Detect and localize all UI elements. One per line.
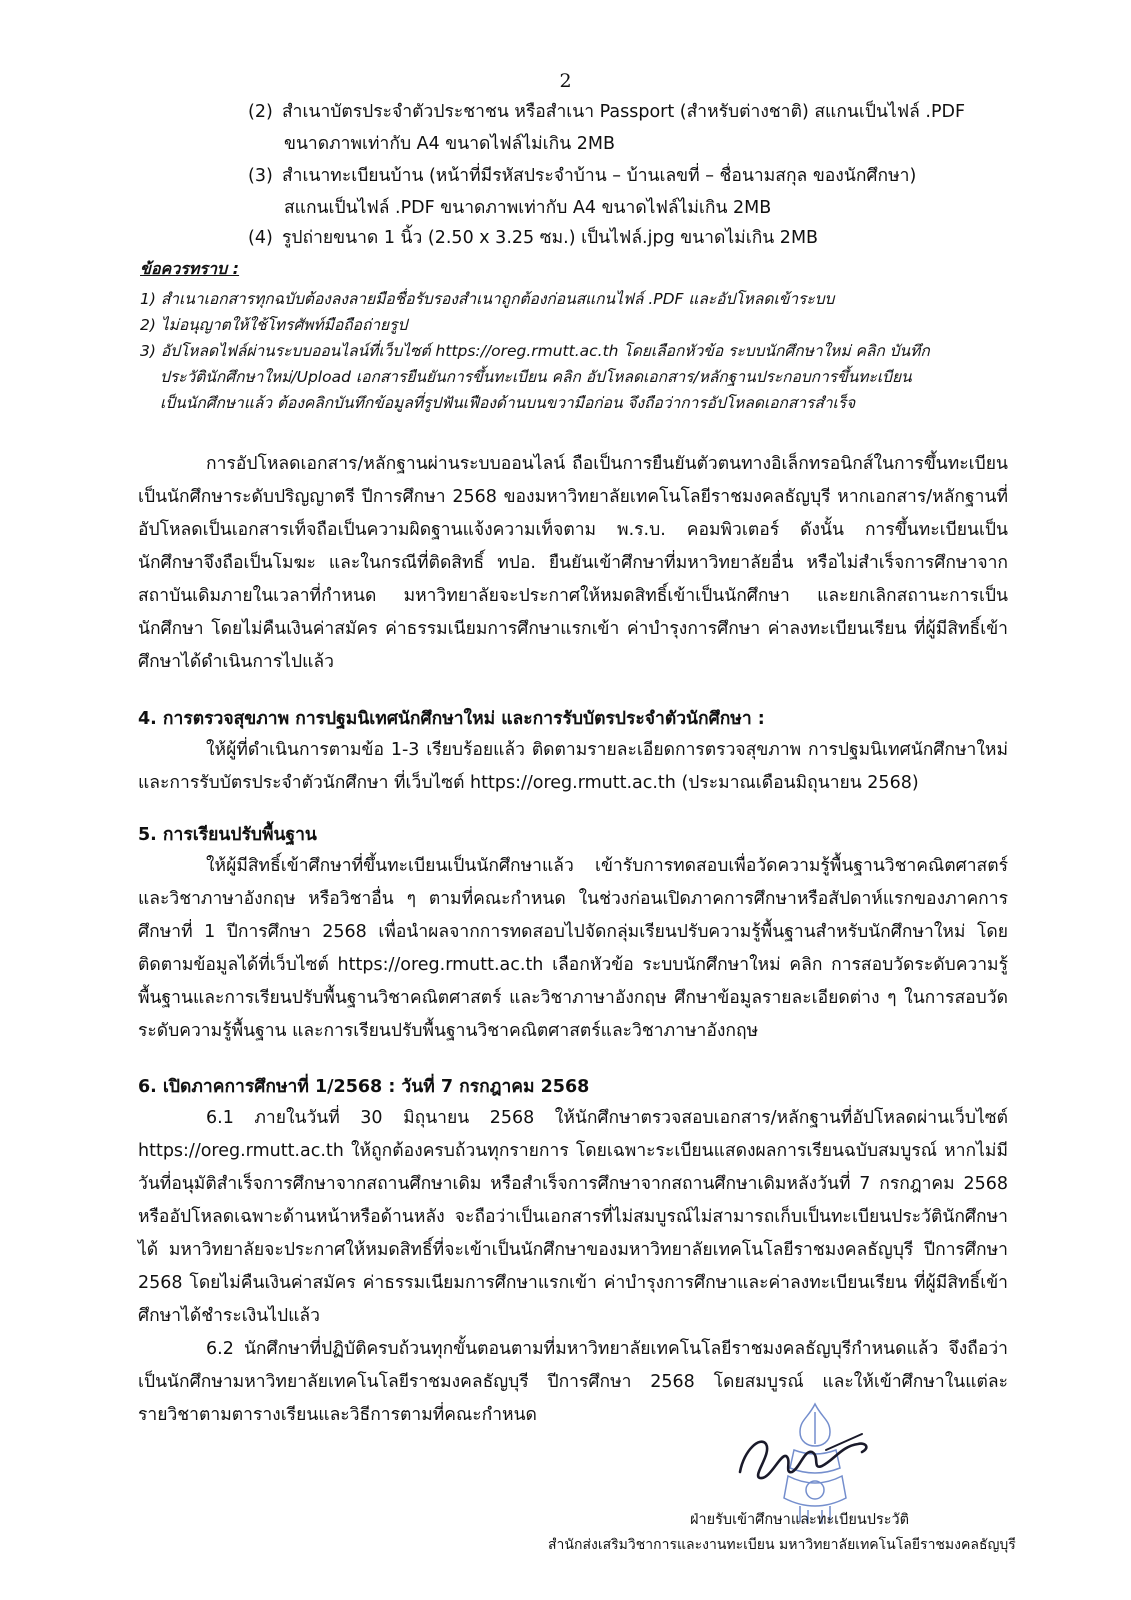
requirement-item	[248, 96, 1008, 160]
note-item-continued: เป็นนักศึกษาแล้ว ต้องคลิกบันทึกข้อมูลที่รูปฟันเฟืองด้านบนขวามือก่อน จึงถือว่าการอัปโหลดเอกสารสำเร็จ	[160, 394, 856, 412]
requirement-number: (2)	[248, 102, 273, 122]
section-4-heading: 4. การตรวจสุขภาพ การปฐมนิเทศนักศึกษาใหม่ และการรับบัตรประจำตัวนักศึกษา :	[138, 709, 765, 729]
signature-icon	[730, 1420, 880, 1490]
section-5-block	[138, 850, 1008, 1048]
requirement-line: ขนาดภาพเท่ากับ A4 ขนาดไฟล์ไม่เกิน 2MB	[284, 134, 616, 154]
requirement-number: (4)	[248, 228, 273, 248]
upload-paragraph: การอัปโหลดเอกสาร/หลักฐานผ่านระบบออนไลน์ ถือเป็นการยืนยันตัวตนทางอิเล็กทรอนิกส์ในการขึ้นทะเบียนเป็นนักศึกษาระดับปริญญาตรี ปีการศึกษา 2568 ของมหาวิทยาลัยเทคโนโลยีราชมงคลธัญบุรี หากเอกสาร/หลักฐานที่อัปโหลดเป็นเอกสารเท็จถือเป็นความผิดฐานแจ้งความเท็จตาม พ.ร.บ. คอมพิวเตอร์ ดังนั้น การขึ้นทะเบียนเป็นนักศึกษาจึงถือเป็นโมฆะ และในกรณีที่ติดสิทธิ์ ทปอ. ยืนยันเข้าศึกษาที่มหาวิทยาลัยอื่น หรือไม่สำเร็จการศึกษาจากสถาบันเดิมภายในเวลาที่กำหนด มหาวิทยาลัยจะประกาศให้หมดสิทธิ์เข้าเป็นนักศึกษา และยกเลิกสถานะการเป็นนักศึกษา โดยไม่คืนเงินค่าสมัคร ค่าธรรมเนียมการศึกษาแรกเข้า ค่าบำรุงการศึกษา ค่าลงทะเบียนเรียน ที่ผู้มีสิทธิ์เข้าศึกษาได้ดำเนินการไปแล้ว	[138, 454, 1008, 672]
section-6-heading: 6. เปิดภาคการศึกษาที่ 1/2568 : วันที่ 7 กรกฎาคม 2568	[138, 1077, 590, 1097]
note-item: 3) อัปโหลดไฟล์ผ่านระบบออนไลน์ที่เว็บไซต์ https://oreg.rmutt.ac.th โดยเลือกหัวข้อ ระบบนักศึกษาใหม่ คลิก บันทึก	[140, 342, 930, 360]
note-item: 1) สำเนาเอกสารทุกฉบับต้องลงลายมือชื่อรับรองสำเนาถูกต้องก่อนสแกนไฟล์ .PDF และอัปโหลดเข้าระบบ	[140, 290, 835, 308]
page-number: 2	[559, 70, 572, 92]
notes-list	[140, 286, 1008, 416]
requirement-item	[248, 222, 1008, 254]
requirement-line: รูปถ่ายขนาด 1 นิ้ว (2.50 x 3.25 ซม.) เป็นไฟล์.jpg ขนาดไม่เกิน 2MB	[282, 228, 819, 248]
section-4-block	[138, 734, 1008, 800]
section-4-body: ให้ผู้ที่ดำเนินการตามข้อ 1-3 เรียบร้อยแล้ว ติดตามรายละเอียดการตรวจสุขภาพ การปฐมนิเทศนักศึกษาใหม่ และการรับบัตรประจำตัวนักศึกษา ที่เว็บไซต์ https://oreg.rmutt.ac.th (ประมาณเดือนมิถุนายน 2568)	[138, 740, 1008, 793]
requirement-line: สำเนาทะเบียนบ้าน (หน้าที่มีรหัสประจำบ้าน – บ้านเลขที่ – ชื่อนามสกุล ของนักศึกษา)	[282, 166, 917, 186]
requirement-item	[248, 160, 1008, 224]
section-6-block	[138, 1102, 1008, 1432]
requirement-number: (3)	[248, 166, 273, 186]
note-item-continued: ประวัตินักศึกษาใหม่/Upload เอกสารยืนยันการขึ้นทะเบียน คลิก อัปโหลดเอกสาร/หลักฐานประกอบการขึ้นทะเบียน	[160, 368, 912, 386]
section-5-heading: 5. การเรียนปรับพื้นฐาน	[138, 825, 317, 845]
notes-heading: ข้อควรทราบ :	[140, 259, 240, 278]
section-6-paragraph-1: 6.1 ภายในวันที่ 30 มิถุนายน 2568 ให้นักศึกษาตรวจสอบเอกสาร/หลักฐานที่อัปโหลดผ่านเว็บไซต์ https://oreg.rmutt.ac.th ให้ถูกต้องครบถ้วนทุกรายการ โดยเฉพาะระเบียนแสดงผลการเรียนฉบับสมบูรณ์ หากไม่มีวันที่อนุมัติสำเร็จการศึกษาจากสถานศึกษาเดิม หรือสำเร็จการศึกษาจากสถานศึกษาเดิมหลังวันที่ 7 กรกฎาคม 2568 หรืออัปโหลดเฉพาะด้านหน้าหรือด้านหลัง จะถือว่าเป็นเอกสารที่ไม่สมบูรณ์ไม่สามารถเก็บเป็นทะเบียนประวัตินักศึกษาได้ มหาวิทยาลัยจะประกาศให้หมดสิทธิ์ที่จะเข้าเป็นนักศึกษาของมหาวิทยาลัยเทคโนโลยีราชมงคลธัญบุรี ปีการศึกษา 2568 โดยไม่คืนเงินค่าสมัคร ค่าธรรมเนียมการศึกษาแรกเข้า ค่าบำรุงการศึกษาและค่าลงทะเบียนเรียน ที่ผู้มีสิทธิ์เข้าศึกษาได้ชำระเงินไปแล้ว	[138, 1108, 1008, 1326]
section-6-paragraph-2: 6.2 นักศึกษาที่ปฏิบัติครบถ้วนทุกขั้นตอนตามที่มหาวิทยาลัยเทคโนโลยีราชมงคลธัญบุรีกำหนดแล้ว จึงถือว่าเป็นนักศึกษามหาวิทยาลัยเทคโนโลยีราชมงคลธัญบุรี ปีการศึกษา 2568 โดยสมบูรณ์ และให้เข้าศึกษาในแต่ละรายวิชาตามตารางเรียนและวิธีการตามที่คณะกำหนด	[138, 1339, 1008, 1425]
requirement-line: สำเนาบัตรประจำตัวประชาชน หรือสำเนา Passport (สำหรับต่างชาติ) สแกนเป็นไฟล์ .PDF	[282, 102, 966, 122]
signature-office: ฝ่ายรับเข้าศึกษาและทะเบียนประวัติ	[690, 1512, 910, 1528]
section-5-body: ให้ผู้มีสิทธิ์เข้าศึกษาที่ขึ้นทะเบียนเป็นนักศึกษาแล้ว เข้ารับการทดสอบเพื่อวัดความรู้พื้นฐานวิชาคณิตศาสตร์และวิชาภาษาอังกฤษ หรือวิชาอื่น ๆ ตามที่คณะกำหนด ในช่วงก่อนเปิดภาคการศึกษาหรือสัปดาห์แรกของภาคการศึกษาที่ 1 ปีการศึกษา 2568 เพื่อนำผลจากการทดสอบไปจัดกลุ่มเรียนปรับความรู้พื้นฐานสำหรับนักศึกษาใหม่ โดยติดตามข้อมูลได้ที่เว็บไซต์ https://oreg.rmutt.ac.th เลือกหัวข้อ ระบบนักศึกษาใหม่ คลิก การสอบวัดระดับความรู้พื้นฐานและการเรียนปรับพื้นฐานวิชาคณิตศาสตร์ และวิชาภาษาอังกฤษ ศึกษาข้อมูลรายละเอียดต่าง ๆ ในการสอบวัดระดับความรู้พื้นฐาน และการเรียนปรับพื้นฐานวิชาคณิตศาสตร์และวิชาภาษาอังกฤษ	[138, 856, 1008, 1041]
signature-department: สำนักส่งเสริมวิชาการและงานทะเบียน มหาวิทยาลัยเทคโนโลยีราชมงคลธัญบุรี	[548, 1537, 1016, 1553]
upload-paragraph-block	[138, 448, 1008, 679]
note-item: 2) ไม่อนุญาตให้ใช้โทรศัพท์มือถือถ่ายรูป	[140, 316, 408, 334]
requirement-line: สแกนเป็นไฟล์ .PDF ขนาดภาพเท่ากับ A4 ขนาดไฟล์ไม่เกิน 2MB	[284, 198, 772, 218]
